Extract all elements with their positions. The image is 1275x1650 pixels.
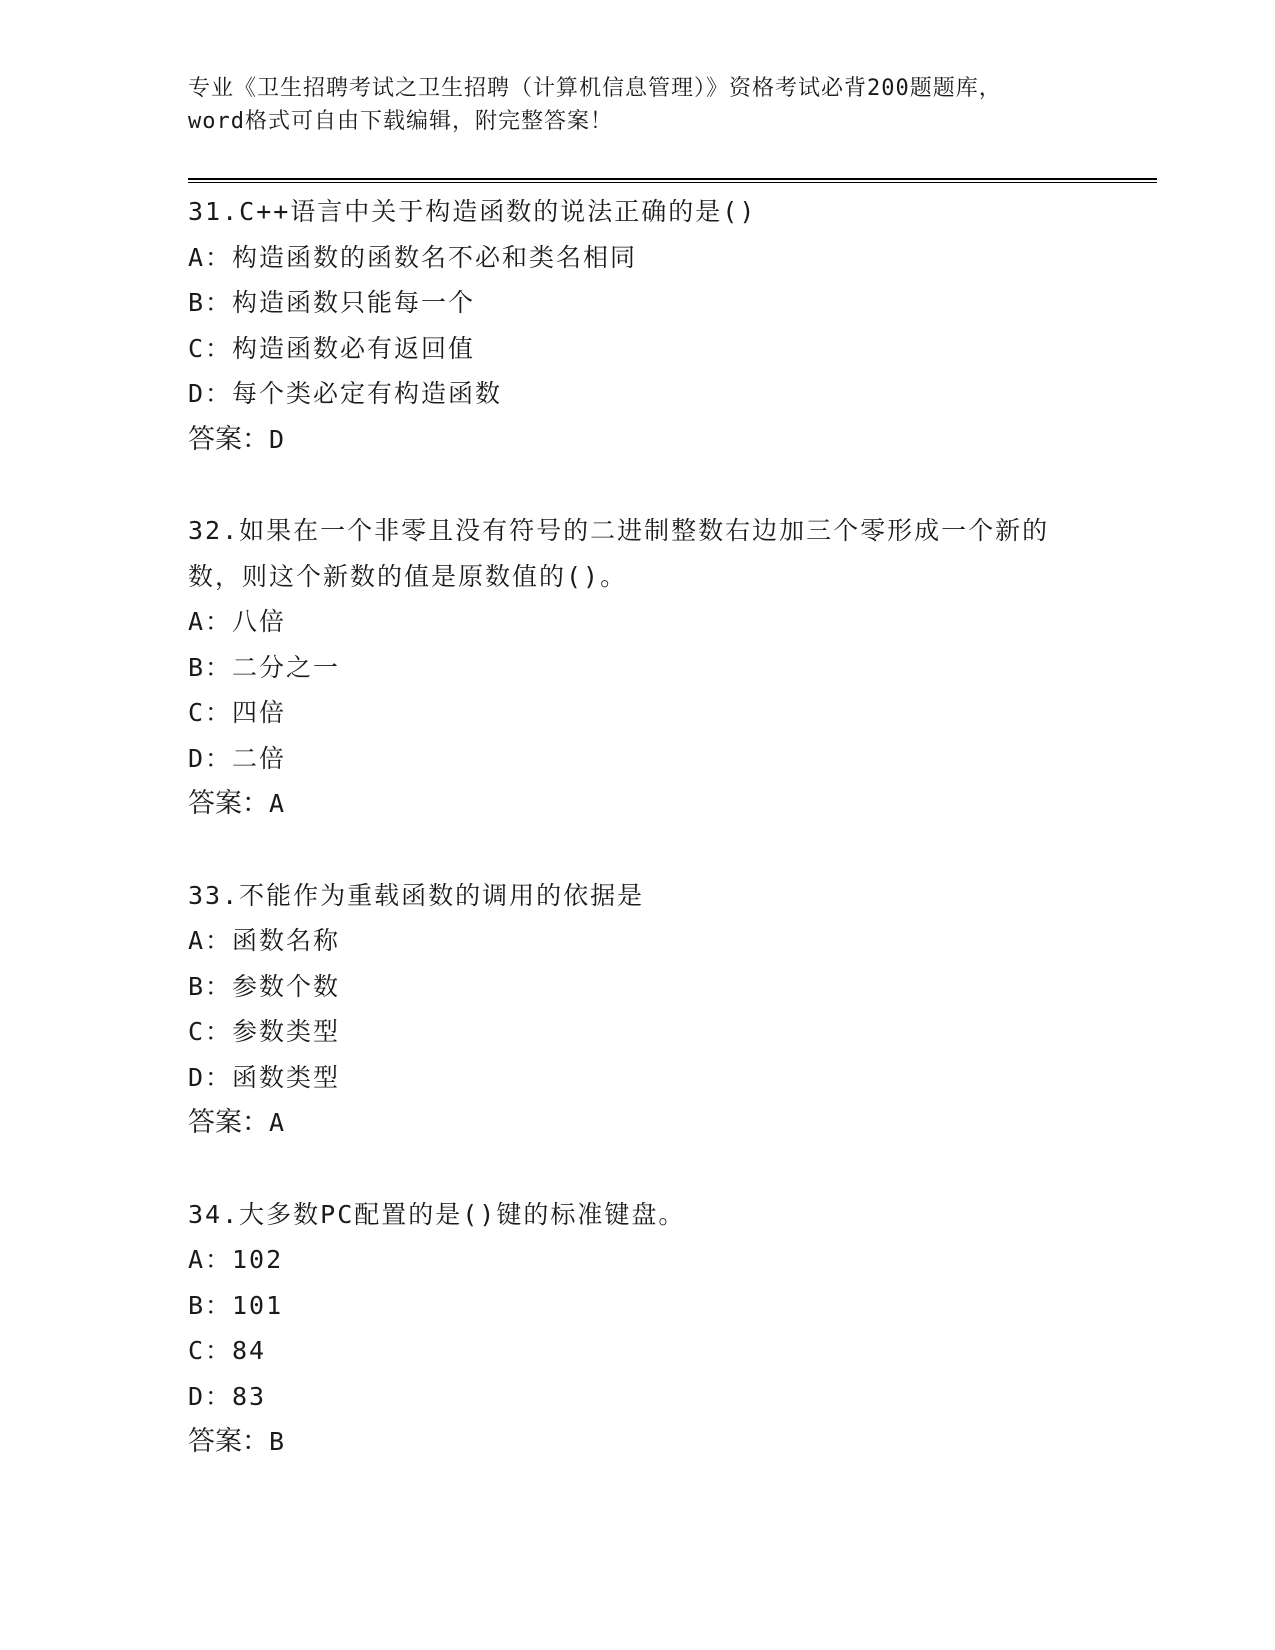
option-letter: A： (188, 242, 233, 272)
answer-label: 答案： (188, 1426, 269, 1457)
option-text: 102 (232, 1245, 284, 1274)
answer-value: D (269, 424, 285, 454)
question-32 (188, 508, 1088, 827)
option-text: 函数名称 (232, 926, 341, 955)
question-stem: 34.大多数PC配置的是()键的标准键盘。 (188, 1199, 686, 1229)
question-list (188, 189, 1088, 1511)
option-b (188, 964, 1088, 1010)
option-letter: C： (188, 1336, 233, 1365)
header-line-1: 专业《卫生招聘考试之卫生招聘（计算机信息管理）》资格考试必背200题题库， (188, 76, 1002, 101)
option-letter: D： (188, 1062, 233, 1092)
option-text: 每个类必定有构造函数 (232, 379, 503, 408)
document-header (188, 72, 1088, 138)
option-letter: B： (188, 1290, 233, 1320)
answer-label: 答案： (188, 788, 269, 819)
header-divider (188, 178, 1157, 183)
option-text: 八倍 (232, 607, 287, 636)
option-letter: B： (188, 652, 233, 682)
question-stem: 33.不能作为重载函数的调用的依据是 (188, 880, 645, 910)
question-31 (188, 189, 1088, 462)
option-text: 四倍 (232, 698, 287, 727)
option-letter: C： (188, 333, 233, 363)
question-33 (188, 873, 1088, 1146)
option-a (188, 235, 1088, 281)
option-b (188, 645, 1088, 691)
option-letter: D： (188, 743, 233, 773)
option-d (188, 1374, 1088, 1420)
option-letter: A： (188, 607, 233, 636)
option-a (188, 918, 1088, 964)
question-stem: 31.C++语言中关于构造函数的说法正确的是() (188, 197, 757, 226)
option-text: 构造函数必有返回值 (232, 333, 476, 363)
option-d (188, 736, 1088, 782)
option-text: 二倍 (232, 743, 287, 773)
option-text: 84 (232, 1336, 267, 1365)
option-text: 构造函数的函数名不必和类名相同 (232, 242, 638, 272)
option-text: 二分之一 (232, 652, 341, 682)
option-c (188, 1009, 1088, 1055)
question-stem: 32.如果在一个非零且没有符号的二进制整数右边加三个零形成一个新的数，则这个新数的值是原数值的()。 (188, 516, 1050, 591)
option-b (188, 1283, 1088, 1329)
option-c (188, 1328, 1088, 1374)
answer-line (188, 1100, 1088, 1146)
header-line-2: word格式可自由下载编辑，附完整答案！ (188, 109, 613, 134)
option-letter: B： (188, 971, 233, 1001)
answer-value: B (269, 1427, 285, 1456)
option-text: 参数个数 (232, 971, 341, 1001)
answer-value: A (269, 1108, 285, 1137)
option-letter: A： (188, 1245, 233, 1274)
option-d (188, 1055, 1088, 1101)
option-a (188, 599, 1088, 645)
answer-label: 答案： (188, 423, 269, 455)
option-text: 构造函数只能每一个 (232, 288, 476, 317)
option-d (188, 371, 1088, 417)
answer-line (188, 781, 1088, 827)
option-a (188, 1237, 1088, 1283)
option-c (188, 690, 1088, 736)
question-34 (188, 1192, 1088, 1465)
answer-line (188, 1419, 1088, 1465)
option-letter: C： (188, 698, 233, 727)
option-letter: D： (188, 379, 233, 408)
option-text: 参数类型 (232, 1017, 341, 1046)
option-letter: C： (188, 1017, 233, 1046)
option-letter: D： (188, 1381, 233, 1411)
option-b (188, 280, 1088, 326)
answer-value: A (269, 789, 285, 818)
answer-label: 答案： (188, 1107, 269, 1138)
option-text: 函数类型 (232, 1062, 341, 1092)
option-c (188, 326, 1088, 372)
option-letter: B： (188, 288, 233, 317)
option-text: 83 (232, 1381, 267, 1411)
option-letter: A： (188, 926, 233, 955)
answer-line (188, 417, 1088, 463)
option-text: 101 (232, 1290, 284, 1320)
